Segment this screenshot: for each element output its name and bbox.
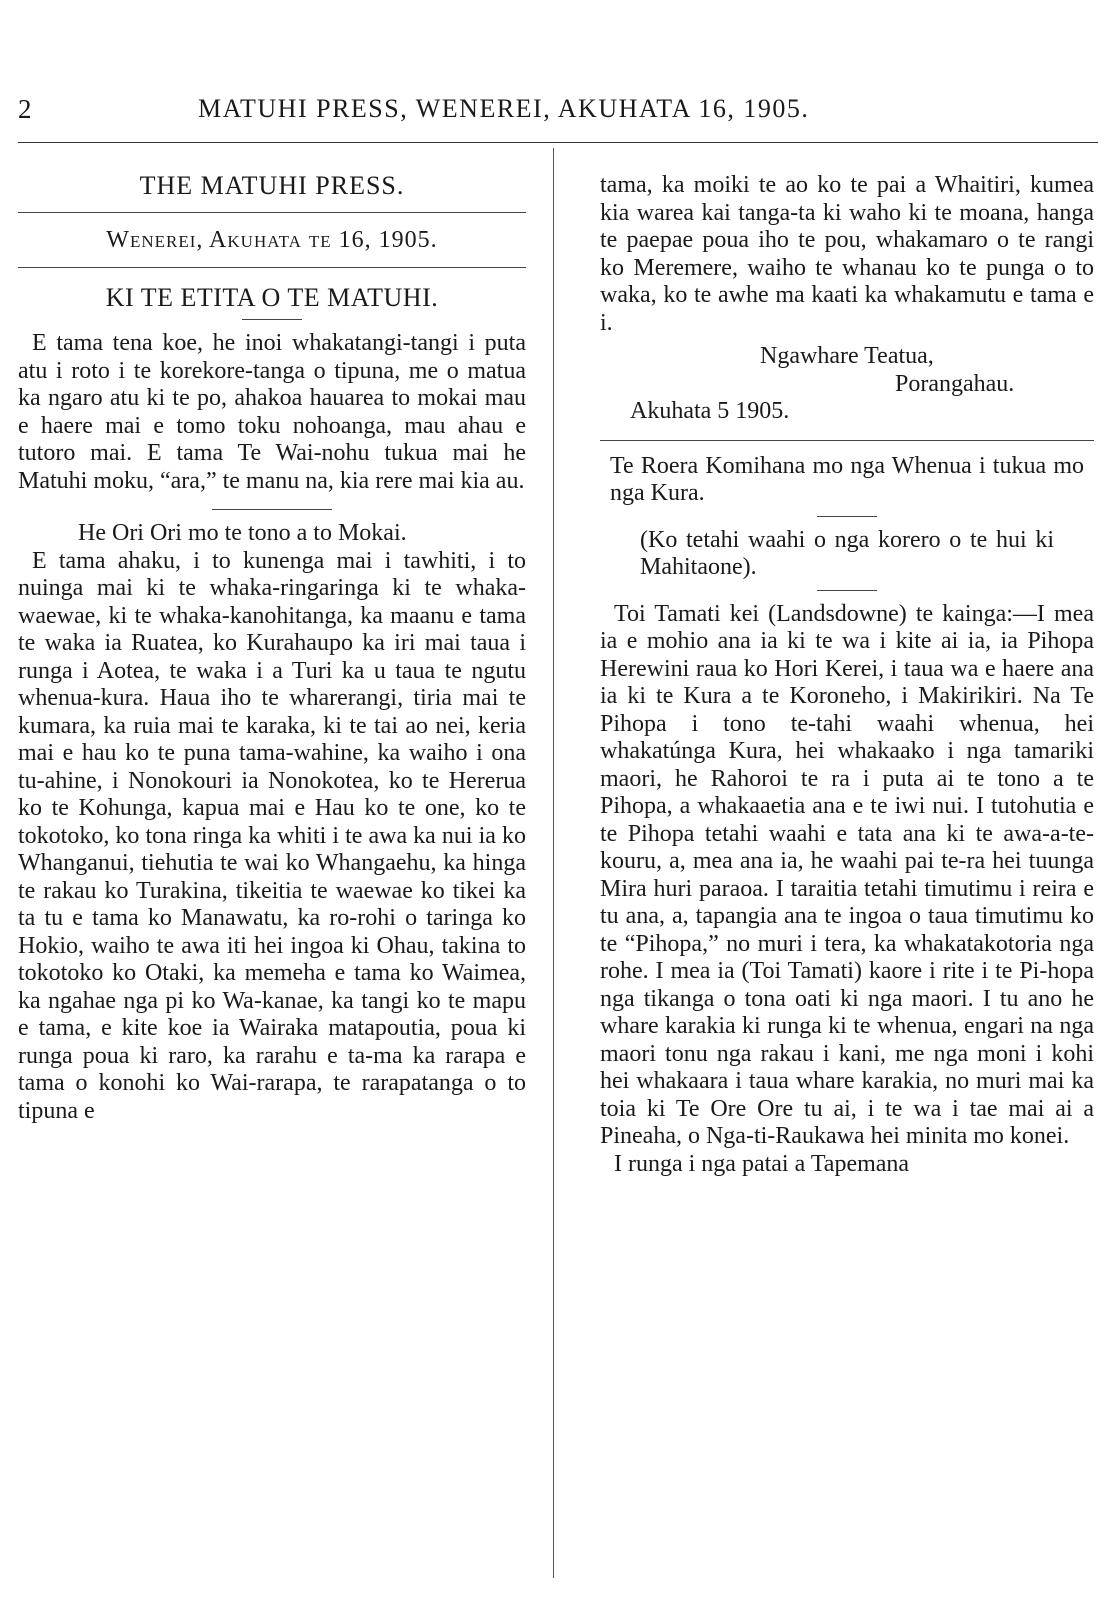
signature-place: Porangahau. [895, 370, 1015, 397]
right-column [600, 172, 1094, 1178]
header-rule [18, 142, 1098, 143]
running-head: MATUHI PRESS, WENEREI, AKUHATA 16, 1905. [198, 94, 810, 123]
column-divider [553, 148, 554, 1578]
article-subtitle-rule [817, 590, 877, 591]
title-rule [242, 319, 302, 320]
date-rule [18, 267, 526, 268]
left-column [18, 172, 526, 1125]
letter-text: E tama tena koe, he inoi whakatangi-tangi i puta atu i roto i te korekore-tanga o tipuna, me o matua ka ngaro atu ki te po, ahakoa hauarea to mokai mau e haere mai e tomo toku nohoanga, mau ahau e tutoro mai. E tama Te Wai-nohu tukua mai he Matuhi moku, “ara,” te manu na, kia rere mai kia au. [18, 330, 526, 494]
poem-title: He Ori Ori mo te tono a to Mokai. [78, 520, 407, 546]
letter-rule [212, 509, 332, 510]
article-title-rule [817, 516, 877, 517]
article-paragraph-2: I runga i nga patai a Tapemana [614, 1150, 910, 1177]
article-title: Te Roera Komihana mo nga Whenua i tukua mo nga Kura. [610, 452, 1084, 506]
signature-date: Akuhata 5 1905. [630, 398, 790, 424]
masthead-rule [18, 212, 526, 213]
page-number: 2 [18, 94, 32, 124]
issue-date: Wenerei, Akuhata te 16, 1905. [106, 227, 438, 253]
poem-continued: tama, ka moiki te ao ko te pai a Whaitiri, kumea kia warea kai tanga-ta ki waho ki te moana, hanga te paepae poua iho te pou, whakamaro o te rangi ko Meremere, waiho te whanau ko te punga o to waka, ko te awhe ma kaati ka whakamutu e tama e i. [600, 172, 1094, 336]
page-header [18, 90, 1100, 126]
letter-end-rule [600, 440, 1094, 441]
masthead: THE MATUHI PRESS. [139, 171, 405, 200]
signature-name: Ngawhare Teatua, [760, 343, 934, 369]
section-title: KI TE ETITA O TE MATUHI. [105, 282, 439, 312]
poem-text: E tama ahaku, i to kunenga mai i tawhiti, i to nuinga mai ki te whaka-ringaringa ki te whaka-waewae, ki te whaka-kanohitanga, ka maanu e tama te waka ia Ruatea, ko Kurahaupo ka iri mai taua i runga i Aotea, te waka i a Turi ka u taua te ngutu whenua-kura. Haua iho te wharerangi, tiria mai te kumara, ka ruia mai te karaka, ki te tai ao nei, keria mai e hau ko te puna tama-wahine, ka waiho i ona tu-ahine, i Nonokouri ia Nonokotea, ko te Hererua ko te Kohunga, kapua mai e Hau ko te one, ko te tokotoko, ko tona ringa ka whiti i te awa ka nui ia ko Whanganui, tiehutia te wai ko Whangaehu, ka hinga te rakau ko Turakina, tikeitia te waewae ko tikei ka ta tu e tama ko Manawatu, ka ro-rohi o taringa ko Hokio, waiho te awa iti hei ingoa ki Ohau, takina to tokotoko ko Otaki, ka memeha e tama ko Waimea, ka ngahae nga pi ko Wa-kanae, ka tangi ko te mapu e tama, e kite koe ia Wairaka matapoutia, poua ki runga poua ki raro, ka rarahu e ta-ma ka rarapa e tama o konohi ko Wai-rarapa, te rarapatanga o to tipuna e [18, 547, 526, 1124]
article-subtitle: (Ko tetahi waahi o nga korero o te hui ki Mahitaone). [640, 526, 1054, 580]
article-paragraph-1: Toi Tamati kei (Landsdowne) te kainga:—I mea ia e mohio ana ia ki te wa i kite ai ia, ia Pihopa Herewini raua ko Hori Kerei, i taua wa e haere ana ia ki te Kura a te Koroneho, i Makirikiri. Na Te Pihopa i tono te-tahi waahi whenua, hei whakatúnga Kura, hei whakaako i nga tamariki maori, he Rahoroi te ra i puta ai te tono a te Pihopa, a whakaaetia ana e te iwi nui. I tutohutia e te Pihopa tetahi waahi e tata ana ki te awa-a-te-kouru, a, mea ana ia, he waahi pai te-ra hei tuunga Mira huri paraoa. I taraitia tetahi timutimu i reira e tu ana, a, tapangia ana te ingoa o taua timutimu ko te “Pihopa,” no muri i tera, ka whakatakotoria nga rohe. I mea ia (Toi Tamati) kaore i rite i te Pi-hopa nga tikanga o tona oati ki nga maori. I tu ano he whare karakia ki runga ki te whenua, engari na nga maori tonu nga rakau i kani, me nga moni i kohi hei whakaara i taua whare karakia, no muri mai ka toia ki Te Ore Ore tu ai, i te wa i tae mai ai a Pineaha, o Nga-ti-Raukawa hei minita mo konei. [600, 600, 1094, 1149]
